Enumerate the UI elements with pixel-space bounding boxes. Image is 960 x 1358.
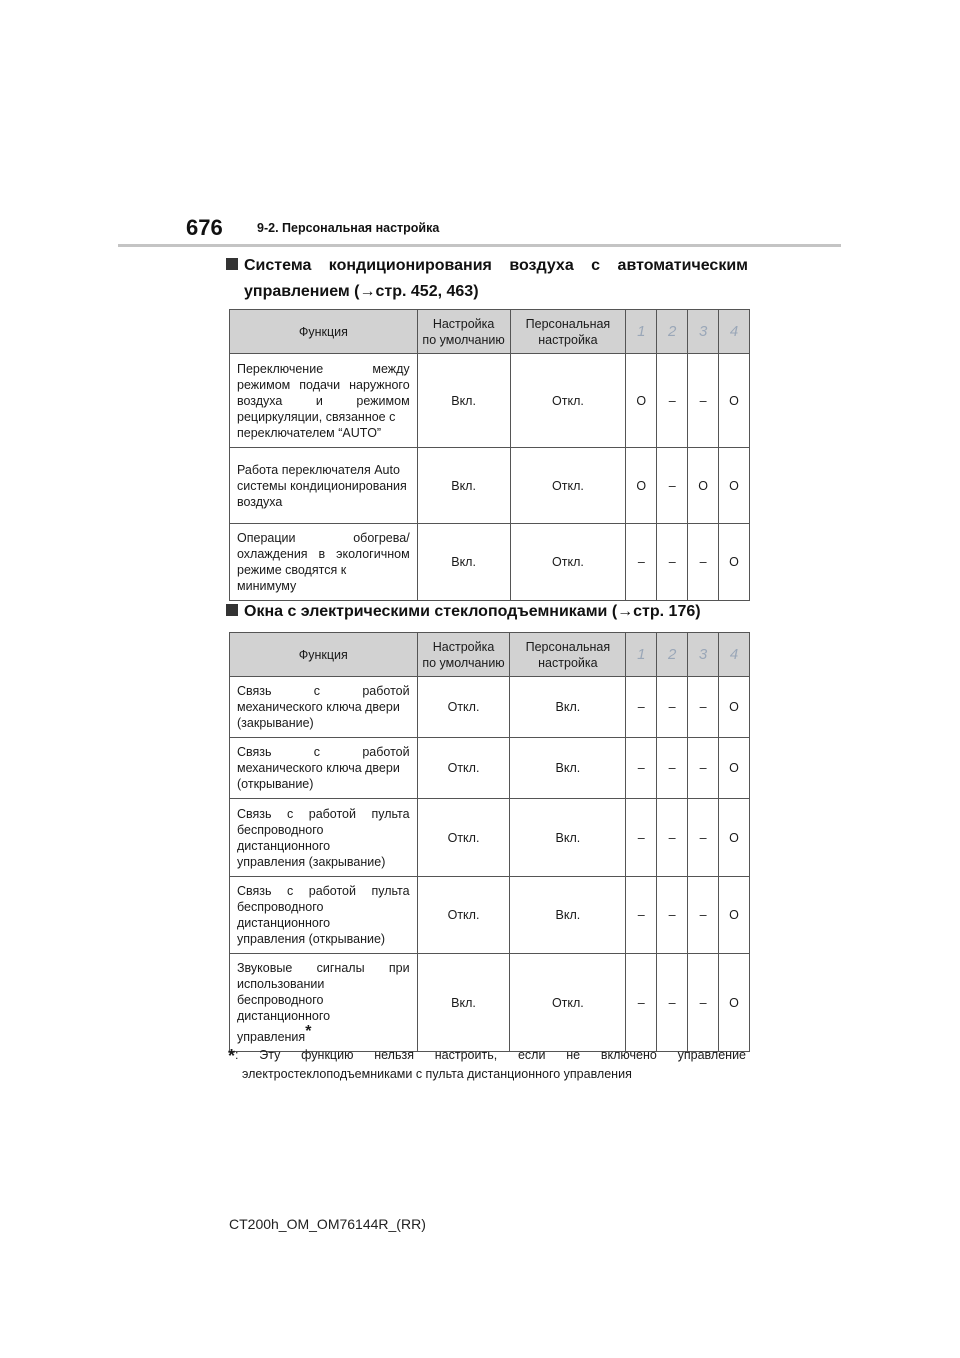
function-cell: Переключение между режимом подачи наружного воздуха и режимом рециркуляции, связанное с переключателем “AUTO” bbox=[230, 354, 418, 448]
personal-cell: Вкл. bbox=[510, 738, 626, 799]
column-default: Настройка по умолчанию bbox=[417, 633, 510, 677]
personal-cell: Вкл. bbox=[510, 799, 626, 877]
mode-cell: – bbox=[626, 738, 657, 799]
mode-cell: – bbox=[657, 524, 688, 601]
personal-cell: Откл. bbox=[510, 524, 626, 601]
column-number-4-icon: 4 bbox=[719, 633, 750, 677]
mode-cell: O bbox=[719, 354, 750, 448]
section-title: 9-2. Персональная настройка bbox=[257, 221, 440, 235]
mode-cell: – bbox=[688, 954, 719, 1052]
table-row bbox=[230, 677, 750, 738]
personal-cell: Откл. bbox=[510, 954, 626, 1052]
mode-cell: – bbox=[626, 877, 657, 954]
default-cell: Вкл. bbox=[417, 954, 510, 1052]
mode-cell: – bbox=[626, 954, 657, 1052]
function-cell: Связь с работой механического ключа двери (закрывание) bbox=[230, 677, 418, 738]
column-number-2-icon: 2 bbox=[657, 633, 688, 677]
column-function: Функция bbox=[230, 633, 418, 677]
column-number-2-icon: 2 bbox=[657, 310, 688, 354]
header-divider bbox=[118, 244, 841, 247]
climate-settings-table bbox=[229, 309, 750, 601]
bullet-square-icon bbox=[226, 604, 238, 616]
mode-cell: O bbox=[719, 954, 750, 1052]
function-cell: Звуковые сигналы при использовании беспроводного дистанционного управления* bbox=[230, 954, 418, 1052]
bullet-square-icon bbox=[226, 258, 238, 270]
mode-cell: – bbox=[688, 877, 719, 954]
column-number-3-icon: 3 bbox=[688, 633, 719, 677]
function-cell: Работа переключателя Auto системы кондиционирования воздуха bbox=[230, 448, 418, 524]
mode-cell: – bbox=[657, 354, 688, 448]
column-default: Настройка по умолчанию bbox=[417, 310, 510, 354]
table-row bbox=[230, 799, 750, 877]
personal-cell: Вкл. bbox=[510, 677, 626, 738]
column-function: Функция bbox=[230, 310, 418, 354]
default-cell: Вкл. bbox=[417, 524, 510, 601]
mode-cell: O bbox=[719, 877, 750, 954]
function-cell: Связь с работой пульта беспроводного дистанционного управления (открывание) bbox=[230, 877, 418, 954]
function-cell: Связь с работой механического ключа двери (открывание) bbox=[230, 738, 418, 799]
footnote-marker: * bbox=[305, 1023, 312, 1040]
mode-cell: – bbox=[688, 677, 719, 738]
default-cell: Вкл. bbox=[417, 354, 510, 448]
mode-cell: – bbox=[688, 524, 719, 601]
personal-cell: Откл. bbox=[510, 448, 626, 524]
table-header-row bbox=[230, 310, 750, 354]
mode-cell: – bbox=[657, 877, 688, 954]
mode-cell: O bbox=[719, 799, 750, 877]
mode-cell: – bbox=[657, 677, 688, 738]
default-cell: Вкл. bbox=[417, 448, 510, 524]
table-row bbox=[230, 877, 750, 954]
mode-cell: – bbox=[657, 448, 688, 524]
mode-cell: – bbox=[688, 354, 719, 448]
section2-heading bbox=[226, 599, 701, 625]
mode-cell: – bbox=[688, 738, 719, 799]
personal-cell: Откл. bbox=[510, 354, 626, 448]
page-number: 676 bbox=[186, 215, 223, 240]
table-row bbox=[230, 954, 750, 1052]
mode-cell: O bbox=[719, 677, 750, 738]
mode-cell: O bbox=[626, 354, 657, 448]
footnote-line2: электростеклоподъемниками с пульта дистанционного управления bbox=[242, 1067, 632, 1081]
column-number-4-icon: 4 bbox=[719, 310, 750, 354]
personal-cell: Вкл. bbox=[510, 877, 626, 954]
function-cell: Операции обогрева/ охлаждения в экологичном режиме сводятся к минимуму bbox=[230, 524, 418, 601]
document-id: CT200h_OM_OM76144R_(RR) bbox=[229, 1216, 426, 1232]
table-row bbox=[230, 354, 750, 448]
mode-cell: O bbox=[719, 524, 750, 601]
column-personal: Персональная настройка bbox=[510, 633, 626, 677]
default-cell: Откл. bbox=[417, 877, 510, 954]
mode-cell: – bbox=[657, 954, 688, 1052]
mode-cell: O bbox=[626, 448, 657, 524]
mode-cell: O bbox=[719, 738, 750, 799]
footnote-star: * bbox=[228, 1046, 236, 1066]
default-cell: Откл. bbox=[417, 799, 510, 877]
section2-heading-text: Окна с электрическими стеклоподъемниками (→стр. 176) bbox=[244, 603, 701, 620]
power-windows-table bbox=[229, 632, 750, 1052]
table-row bbox=[230, 738, 750, 799]
mode-cell: – bbox=[657, 799, 688, 877]
mode-cell: – bbox=[626, 799, 657, 877]
default-cell: Откл. bbox=[417, 738, 510, 799]
default-cell: Откл. bbox=[417, 677, 510, 738]
section1-heading bbox=[226, 253, 748, 305]
mode-cell: O bbox=[719, 448, 750, 524]
mode-cell: O bbox=[688, 448, 719, 524]
footnote-line1: : Эту функцию нельзя настроить, если не включено управление bbox=[235, 1048, 746, 1062]
column-personal: Персональная настройка bbox=[510, 310, 626, 354]
mode-cell: – bbox=[626, 677, 657, 738]
column-number-1-icon: 1 bbox=[626, 310, 657, 354]
section1-heading-line1: Система кондиционирования воздуха с автоматическим bbox=[244, 257, 748, 274]
table-header-row bbox=[230, 633, 750, 677]
table-row bbox=[230, 448, 750, 524]
column-number-1-icon: 1 bbox=[626, 633, 657, 677]
mode-cell: – bbox=[626, 524, 657, 601]
footnote bbox=[228, 1046, 746, 1083]
mode-cell: – bbox=[657, 738, 688, 799]
mode-cell: – bbox=[688, 799, 719, 877]
section1-heading-line2: управлением (→стр. 452, 463) bbox=[244, 283, 479, 300]
table-row bbox=[230, 524, 750, 601]
column-number-3-icon: 3 bbox=[688, 310, 719, 354]
function-cell: Связь с работой пульта беспроводного дистанционного управления (закрывание) bbox=[230, 799, 418, 877]
